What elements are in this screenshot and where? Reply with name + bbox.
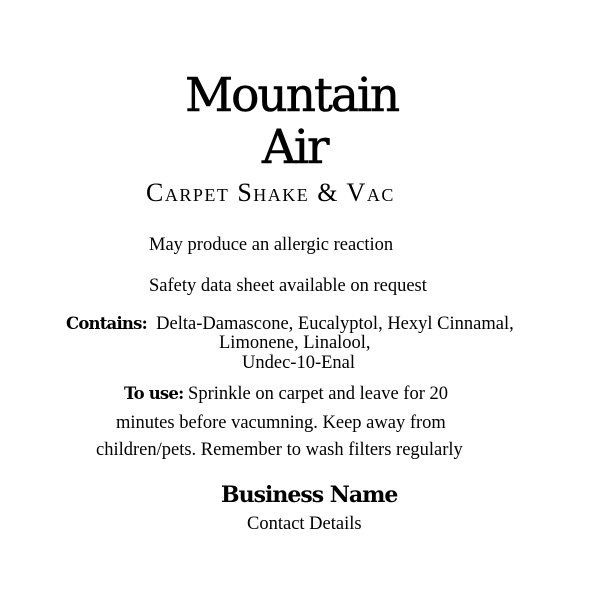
usage-line2: minutes before vacumning. Keep away from bbox=[116, 413, 446, 433]
ingredients-line3: Undec-10-Enal bbox=[242, 353, 356, 373]
ingredients-line1 bbox=[66, 315, 514, 334]
product-title-line2: Air bbox=[262, 120, 328, 175]
allergy-warning: May produce an allergic reaction bbox=[149, 235, 394, 255]
contact-details: Contact Details bbox=[247, 514, 362, 534]
usage-line3: children/pets. Remember to wash filters regularly bbox=[96, 440, 463, 460]
usage-text-line1: Sprinkle on carpet and leave for 20 bbox=[188, 384, 448, 404]
usage-label: To use: bbox=[124, 384, 184, 403]
product-title-line1: Mountain bbox=[185, 68, 399, 123]
ingredients-text-line1: Delta-Damascone, Eucalyptol, Hexyl Cinnamal, bbox=[156, 314, 514, 334]
business-name: Business Name bbox=[221, 482, 398, 508]
product-subtitle: Carpet Shake & Vac bbox=[146, 178, 395, 207]
contains-label: Contains: bbox=[66, 314, 147, 333]
ingredients-line2: Limonene, Linalool, bbox=[219, 333, 371, 353]
safety-data-sheet-note: Safety data sheet available on request bbox=[149, 276, 427, 296]
usage-line1 bbox=[124, 385, 448, 404]
